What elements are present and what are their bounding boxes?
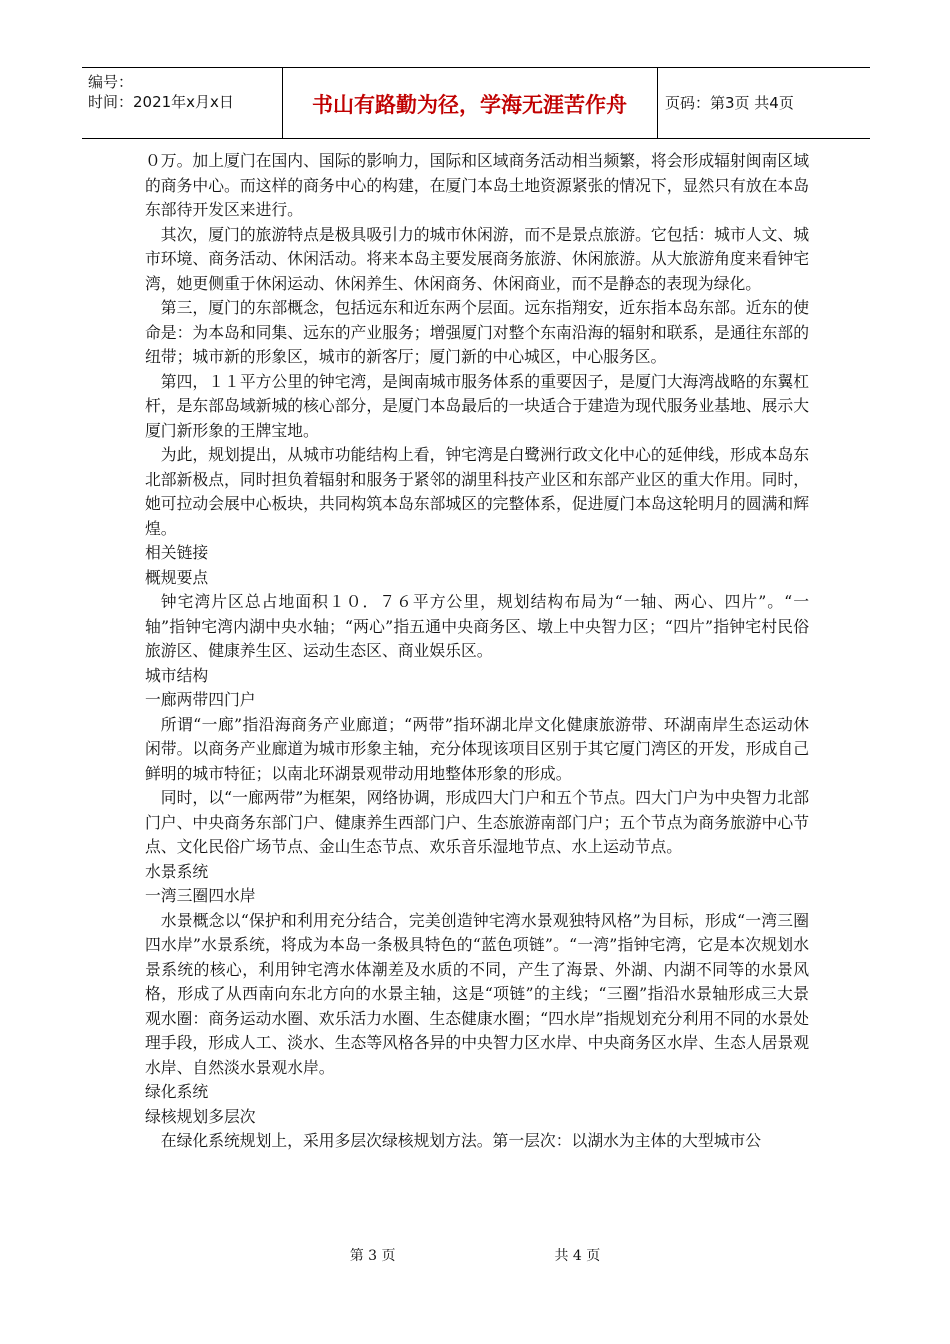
body-paragraph: 一湾三圈四水岸	[145, 886, 256, 905]
body-paragraph: 水景概念以“保护和利用充分结合，完美创造钟宅湾水景观独特风格”为目标，形成“一湾三圈四水岸”水景系统，将成为本岛一条极具特色的“蓝色项链”。“一湾”指钟宅湾，它是本次规划水景系统的核心，利用钟宅湾水体潮差及水质的不同，产生了海景、外湖、内湖不同等的水景风格，形成了从西南向东北方向的水景主轴，这是“项链”的主线；“三圈”指沿水景轴形成三大景观水圈：商务运动水圈、欢乐活力水圈、生态健康水圈；“四水岸”指规划充分利用不同的水景处理手段，形成人工、淡水、生态等风格各异的中央智力区水岸、中央商务区水岸、生态人居景观水岸、自然淡水景观水岸。	[145, 910, 809, 1077]
header-motto: 书山有路勤为径，学海无涯苦作舟	[312, 93, 627, 117]
footer-page-total: 共 4 页	[554, 1248, 601, 1264]
header-divider	[657, 68, 658, 138]
header-meta	[88, 72, 234, 112]
body-paragraph: 城市结构	[145, 665, 209, 685]
body-paragraph: ０万。加上厦门在国内、国际的影响力，国际和区域商务活动相当频繁，将会形成辐射闽南区域的商务中心。而这样的商务中心的构建，在厦门本岛土地资源紧张的情况下，显然只有放在本岛东部待开发区来进行。	[145, 151, 809, 219]
body-paragraph: 水景系统	[145, 861, 209, 881]
body-paragraph: 概规要点	[145, 567, 209, 587]
body-paragraph: 绿核规划多层次	[145, 1106, 256, 1126]
body-paragraph: 所谓“一廊”指沿海商务产业廊道；“两带”指环湖北岸文化健康旅游带、环湖南岸生态运动休闲带。以商务产业廊道为城市形象主轴，充分体现该项目区别于其它厦门湾区的开发，形成自己鲜明的城市特征；以南北环湖景观带动用地整体形象的形成。	[145, 714, 809, 783]
body-paragraph: 相关链接	[145, 543, 209, 562]
page-header	[82, 67, 870, 139]
body-paragraph: 其次，厦门的旅游特点是极具吸引力的城市休闲游，而不是景点旅游。它包括：城市人文、城市环境、商务活动、休闲活动。将来本岛主要发展商务旅游、休闲旅游。从大旅游角度来看钟宅湾，她更侧重于休闲运动、休闲养生、休闲商务、休闲商业，而不是静态的表现为绿化。	[145, 224, 809, 293]
body-paragraph: 第四，１１平方公里的钟宅湾，是闽南城市服务体系的重要因子，是厦门大海湾战略的东翼杠杆，是东部岛域新城的核心部分，是厦门本岛最后的一块适合于建造为现代服务业基地、展示大厦门新形象的王牌宝地。	[145, 371, 809, 440]
serial-label: 编号：	[88, 73, 134, 91]
page-footer	[0, 1245, 950, 1265]
footer-page-number: 第 3 页	[349, 1248, 396, 1264]
header-page-info: 页码：第3页 共4页	[665, 94, 794, 112]
time-label: 时间：2021年x月x日	[88, 93, 234, 111]
body-paragraph: 一廊两带四门户	[145, 690, 256, 709]
body-paragraph: 钟宅湾片区总占地面积１０．７６平方公里，规划结构布局为“一轴、两心、四片”。“一轴”指钟宅湾内湖中央水轴；“两心”指五通中央商务区、墩上中央智力区；“四片”指钟宅村民俗旅游区、健康养生区、运动生态区、商业娱乐区。	[145, 592, 809, 660]
body-paragraph: 第三，厦门的东部概念，包括远东和近东两个层面。远东指翔安，近东指本岛东部。近东的使命是：为本岛和同集、远东的产业服务；增强厦门对整个东南沿海的辐射和联系，是通往东部的纽带；城市新的形象区，城市的新客厅；厦门新的中心城区，中心服务区。	[145, 298, 809, 366]
body-paragraph: 绿化系统	[145, 1082, 209, 1101]
body-paragraph: 同时，以“一廊两带”为框架，网络协调，形成四大门户和五个节点。四大门户为中央智力北部门户、中央商务东部门户、健康养生西部门户、生态旅游南部门户；五个节点为商务旅游中心节点、文化民俗广场节点、金山生态节点、欢乐音乐湿地节点、水上运动节点。	[145, 788, 809, 856]
body-paragraph: 为此，规划提出，从城市功能结构上看，钟宅湾是白鹭洲行政文化中心的延伸线，形成本岛东北部新极点，同时担负着辐射和服务于紧邻的湖里科技产业区和东部产业区的重大作用。同时，她可拉动会展中心板块，共同构筑本岛东部城区的完整体系，促进厦门本岛这轮明月的圆满和辉煌。	[145, 445, 809, 538]
document-body	[145, 149, 809, 1154]
body-paragraph: 在绿化系统规划上，采用多层次绿核规划方法。第一层次：以湖水为主体的大型城市公	[160, 1131, 762, 1150]
